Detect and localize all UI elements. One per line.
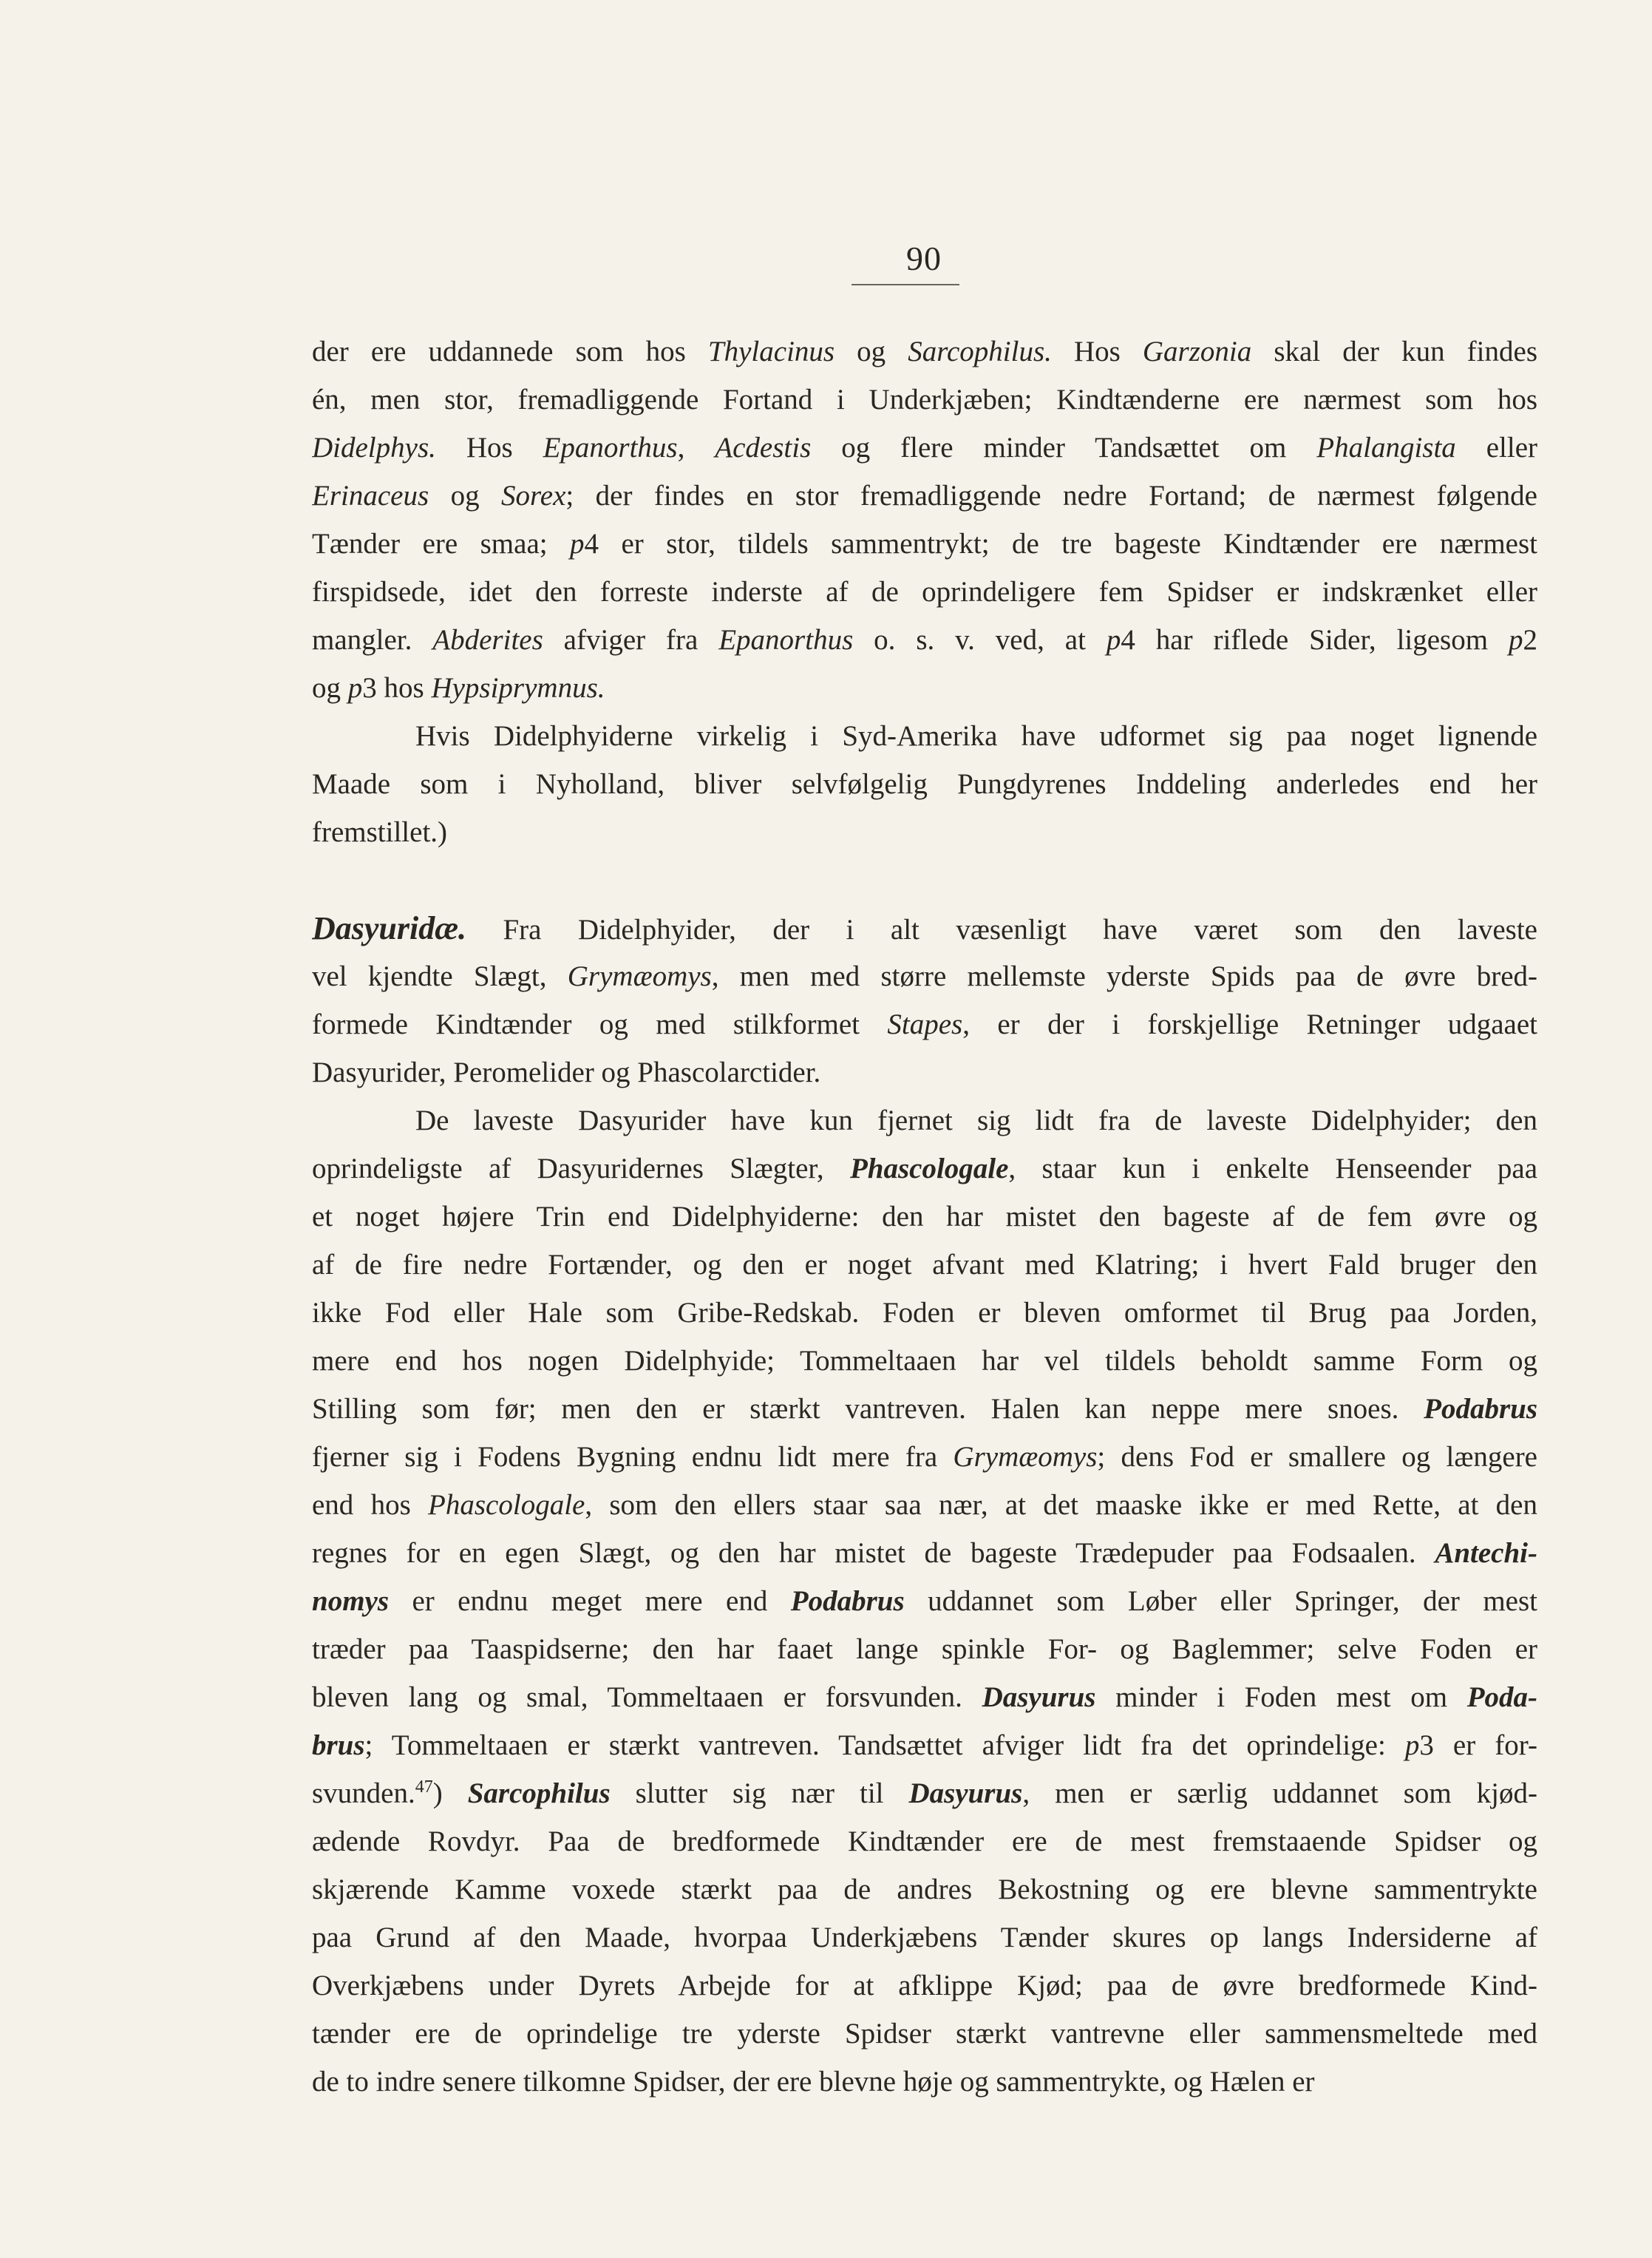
text-run: firspidsede, idet den forreste inderste af de oprindeligere fem Spidser er indskrænket eller — [312, 576, 1537, 608]
text-run: fremstillet.) — [312, 816, 448, 848]
genus-name: Dasyurus — [908, 1777, 1023, 1809]
text-run: , — [677, 432, 715, 464]
genus-name: Dasyurus — [982, 1681, 1096, 1713]
text-run: svunden. — [312, 1777, 415, 1809]
text-run: mere end hos nogen Didelphyide; Tommeltaaen har vel tildels beholdt samme Form og — [312, 1345, 1537, 1377]
text-line — [312, 2058, 1537, 2106]
text-run: 3 er for- — [1419, 1729, 1537, 1761]
text-line — [312, 1625, 1537, 1673]
text-run: Overkjæbens under Dyrets Arbejde for at afklippe Kjød; paa de øvre bredformede Kind- — [312, 1970, 1537, 2001]
text-line — [312, 1289, 1537, 1337]
italic-term: Garzonia — [1142, 336, 1252, 367]
body-text — [312, 328, 1537, 2106]
text-run: Stilling som før; men den er stærkt vantreven. Halen kan neppe mere snoes. — [312, 1393, 1424, 1425]
italic-term: Epanorthus — [543, 432, 678, 464]
text-line — [312, 520, 1537, 568]
paragraph-gap — [312, 856, 1537, 904]
text-run: oprindeligste af Dasyuridernes Slægter, — [312, 1153, 850, 1184]
text-line — [312, 1865, 1537, 1913]
text-run: og — [312, 672, 348, 704]
text-run: træder paa Taaspidserne; den har faaet lange spinkle For- og Baglemmer; selve Foden er — [312, 1633, 1537, 1665]
italic-term: p — [570, 528, 585, 560]
italic-term: Erinaceus — [312, 480, 429, 512]
text-run: eller — [1455, 432, 1537, 464]
text-line — [312, 1769, 1537, 1817]
text-line — [312, 1096, 1537, 1145]
footnote-reference: 47 — [415, 1777, 433, 1797]
text-line — [312, 1337, 1537, 1385]
text-line — [312, 1721, 1537, 1769]
italic-term: Stapes — [887, 1008, 963, 1040]
genus-name: Phascologale — [849, 1153, 1009, 1184]
italic-term: Hypsiprymnus. — [431, 672, 605, 704]
italic-term: Phalangista — [1316, 432, 1456, 464]
text-line — [312, 1385, 1537, 1433]
text-run: skal der kun findes — [1251, 336, 1537, 367]
text-line — [312, 760, 1537, 808]
text-line — [312, 1145, 1537, 1193]
italic-term: Grymæomys — [567, 960, 712, 992]
genus-name: Podabrus — [790, 1585, 905, 1617]
page-number-rule — [852, 284, 959, 285]
text-run: skjærende Kamme voxede stærkt paa de andres Bekostning og ere blevne sammentrykte — [312, 1874, 1537, 1905]
italic-term: Acdestis — [715, 432, 812, 464]
text-run: , men er særlig uddannet som kjød- — [1022, 1777, 1537, 1809]
text-run: , er der i forskjellige Retninger udgaaet — [962, 1008, 1537, 1040]
text-line — [312, 568, 1537, 616]
text-run: De laveste Dasyurider have kun fjernet sig lidt fra de laveste Didelphyider; den — [415, 1105, 1537, 1136]
text-run: minder i Foden mest om — [1095, 1681, 1467, 1713]
text-run: Maade som i Nyholland, bliver selvfølgelig Pungdyrenes Inddeling anderledes end her — [312, 768, 1537, 800]
text-line — [312, 1673, 1537, 1721]
text-run: ; der findes en stor fremadliggende nedre Fortand; de nærmest følgende — [565, 480, 1537, 512]
text-line — [312, 1962, 1537, 2010]
text-run: 3 hos — [362, 672, 432, 704]
text-run: mangler. — [312, 624, 433, 656]
text-line — [312, 1433, 1537, 1481]
text-line — [312, 2010, 1537, 2058]
italic-term: p — [1509, 624, 1523, 656]
text-run: fjerner sig i Fodens Bygning endnu lidt mere fra — [312, 1441, 954, 1473]
italic-term: Grymæomys — [953, 1441, 1098, 1473]
text-run: paa Grund af den Maade, hvorpaa Underkjæbens Tænder skures op langs Indersiderne af — [312, 1922, 1537, 1953]
text-line — [312, 904, 1537, 952]
italic-term: Thylacinus — [707, 336, 835, 367]
text-run: ikke Fod eller Hale som Gribe-Redskab. Foden er bleven omformet til Brug paa Jorden, — [312, 1297, 1537, 1329]
text-run: Fra Didelphyider, der i alt væsenligt have været som den laveste — [466, 914, 1537, 946]
text-run: og — [835, 336, 908, 367]
text-run: uddannet som Løber eller Springer, der mest — [904, 1585, 1537, 1617]
italic-term: p — [1404, 1729, 1420, 1761]
italic-term: Epanorthus — [718, 624, 854, 656]
text-run: ædende Rovdyr. Paa de bredformede Kindtænder ere de mest fremstaaende Spidser og — [312, 1825, 1537, 1857]
text-run: de to indre senere tilkomne Spidser, der ere blevne høje og sammentrykte, og Hælen er — [312, 2066, 1315, 2098]
genus-name: Poda- — [1466, 1681, 1537, 1713]
italic-term: Didelphys. — [312, 432, 436, 464]
genus-name: Antechi- — [1435, 1537, 1537, 1569]
text-line — [312, 1241, 1537, 1289]
text-run: et noget højere Trin end Didelphyiderne: den har mistet den bageste af de fem øvre og — [312, 1201, 1537, 1233]
text-run: Hos — [1051, 336, 1143, 367]
text-line — [312, 712, 1537, 760]
italic-term: Sarcophilus. — [908, 336, 1052, 367]
text-run: Dasyurider, Peromelider og Phascolarctider. — [312, 1057, 821, 1088]
text-run: 4 er stor, tildels sammentrykt; de tre bageste Kindtænder ere nærmest — [584, 528, 1537, 560]
text-run: regnes for en egen Slægt, og den har mistet de bageste Trædepuder paa Fodsaalen. — [312, 1537, 1435, 1569]
text-run: o. s. v. ved, at — [853, 624, 1107, 656]
text-run: én, men stor, fremadliggende Fortand i Underkjæben; Kindtænderne ere nærmest som hos — [312, 384, 1537, 416]
text-run: tænder ere de oprindelige tre yderste Spidser stærkt vantrevne eller sammensmeltede med — [312, 2018, 1537, 2050]
text-run: afviger fra — [543, 624, 719, 656]
text-run: Hvis Didelphyiderne virkelig i Syd-Amerika have udformet sig paa noget lignende — [415, 720, 1537, 752]
italic-term: Abderites — [432, 624, 543, 656]
genus-name: nomys — [312, 1585, 390, 1617]
genus-name: Podabrus — [1424, 1393, 1537, 1425]
text-run: slutter sig nær til — [610, 1777, 909, 1809]
text-line — [312, 1048, 1537, 1096]
text-run: bleven lang og smal, Tommeltaaen er forsvunden. — [312, 1681, 982, 1713]
text-line — [312, 1577, 1537, 1625]
text-run: og flere minder Tandsættet om — [811, 432, 1317, 464]
text-run: 4 har riflede Sider, ligesom — [1121, 624, 1509, 656]
text-run: og — [429, 480, 502, 512]
text-line — [312, 472, 1537, 520]
text-line — [312, 1817, 1537, 1865]
text-line — [312, 616, 1537, 664]
text-line — [312, 328, 1537, 376]
text-line — [312, 1529, 1537, 1577]
text-line — [312, 376, 1537, 424]
text-run: er endnu meget mere end — [389, 1585, 791, 1617]
text-run: af de fire nedre Fortænder, og den er noget afvant med Klatring; i hvert Fald bruger den — [312, 1249, 1537, 1281]
text-run: , som den ellers staar saa nær, at det maaske ikke er med Rette, at den — [585, 1489, 1537, 1521]
text-run: Hos — [435, 432, 543, 464]
italic-term: p — [347, 672, 363, 704]
text-run: end hos — [312, 1489, 429, 1521]
text-run: , staar kun i enkelte Henseender paa — [1008, 1153, 1537, 1184]
text-run: vel kjendte Slægt, — [312, 960, 568, 992]
text-run: Tænder ere smaa; — [312, 528, 571, 560]
section-heading: Dasyuridæ. — [312, 910, 467, 946]
text-run: ; Tommeltaaen er stærkt vantreven. Tandsættet afviger lidt fra det oprindelige: — [364, 1729, 1405, 1761]
genus-name: Sarcophilus — [467, 1777, 611, 1809]
text-line — [312, 808, 1537, 856]
italic-term: Phascologale — [428, 1489, 585, 1521]
italic-term: Sorex — [501, 480, 566, 512]
text-line — [312, 952, 1537, 1000]
genus-name: brus — [312, 1729, 365, 1761]
text-line — [312, 1193, 1537, 1241]
text-line — [312, 1481, 1537, 1529]
text-run: , men med større mellemste yderste Spids paa de øvre bred- — [711, 960, 1537, 992]
page-number: 90 — [906, 240, 942, 277]
text-run: ) — [432, 1777, 468, 1809]
text-run: 2 — [1523, 624, 1537, 656]
text-run: der ere uddannede som hos — [312, 336, 708, 367]
text-run: formede Kindtænder og med stilkformet — [312, 1008, 888, 1040]
text-run: ; dens Fod er smallere og længere — [1097, 1441, 1537, 1473]
text-line — [312, 1000, 1537, 1048]
text-line — [312, 1913, 1537, 1962]
italic-term: p — [1106, 624, 1121, 656]
text-line — [312, 424, 1537, 472]
text-line — [312, 664, 1537, 712]
